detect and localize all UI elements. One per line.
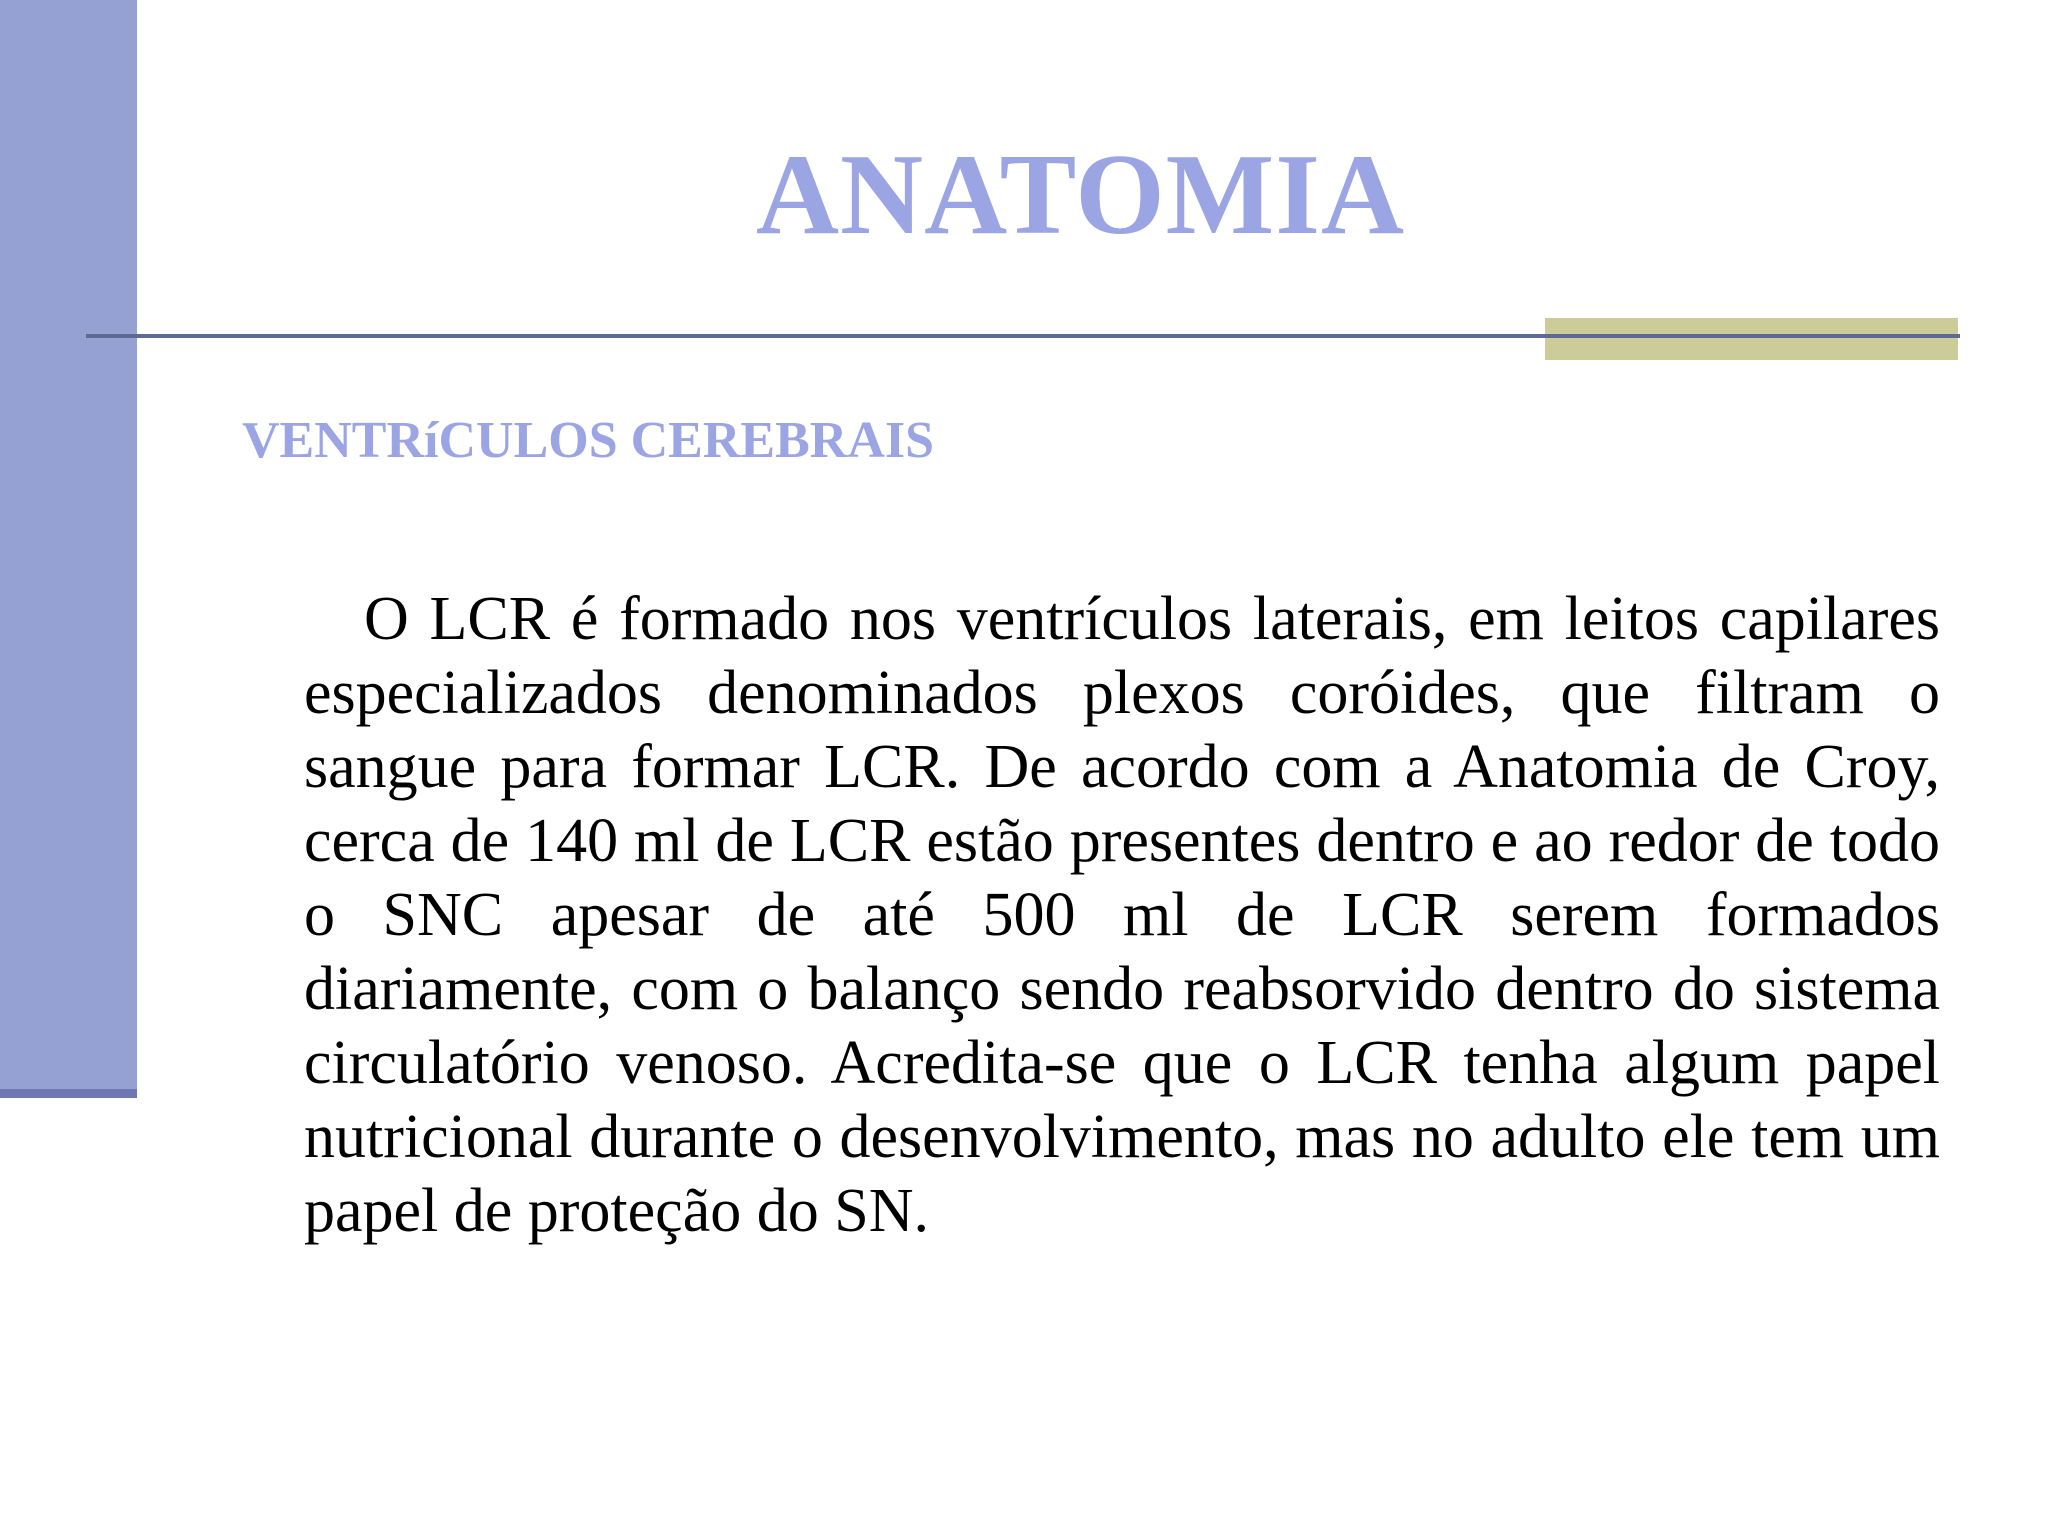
divider-accent-line: [1545, 334, 1958, 338]
body-paragraph: O LCR é formado nos ventrículos laterais, em leitos capilares especializados denominados plexos coróides, que filtram o sangue para formar LCR. De acordo com a Anatomia de Croy, cerca de 140 ml de LCR estão presentes dentro e ao redor de todo o SNC apesar de até 500 ml de LCR serem formados diariamente, com o balanço sendo reabsorvido dentro do sistema circulatório venoso. Acredita-se que o LCR tenha algum papel nutricional durante o desenvolvimento, mas no adulto ele tem um papel de proteção do SN.: [304, 585, 1940, 1245]
divider-accent-block: [1545, 318, 1958, 360]
section-subtitle: VENTRíCULOS CEREBRAIS: [242, 412, 935, 469]
slide-title-text: ANATOMIA: [755, 131, 1406, 258]
slide-title: [137, 132, 2048, 259]
left-decorative-bar: [0, 0, 137, 1098]
